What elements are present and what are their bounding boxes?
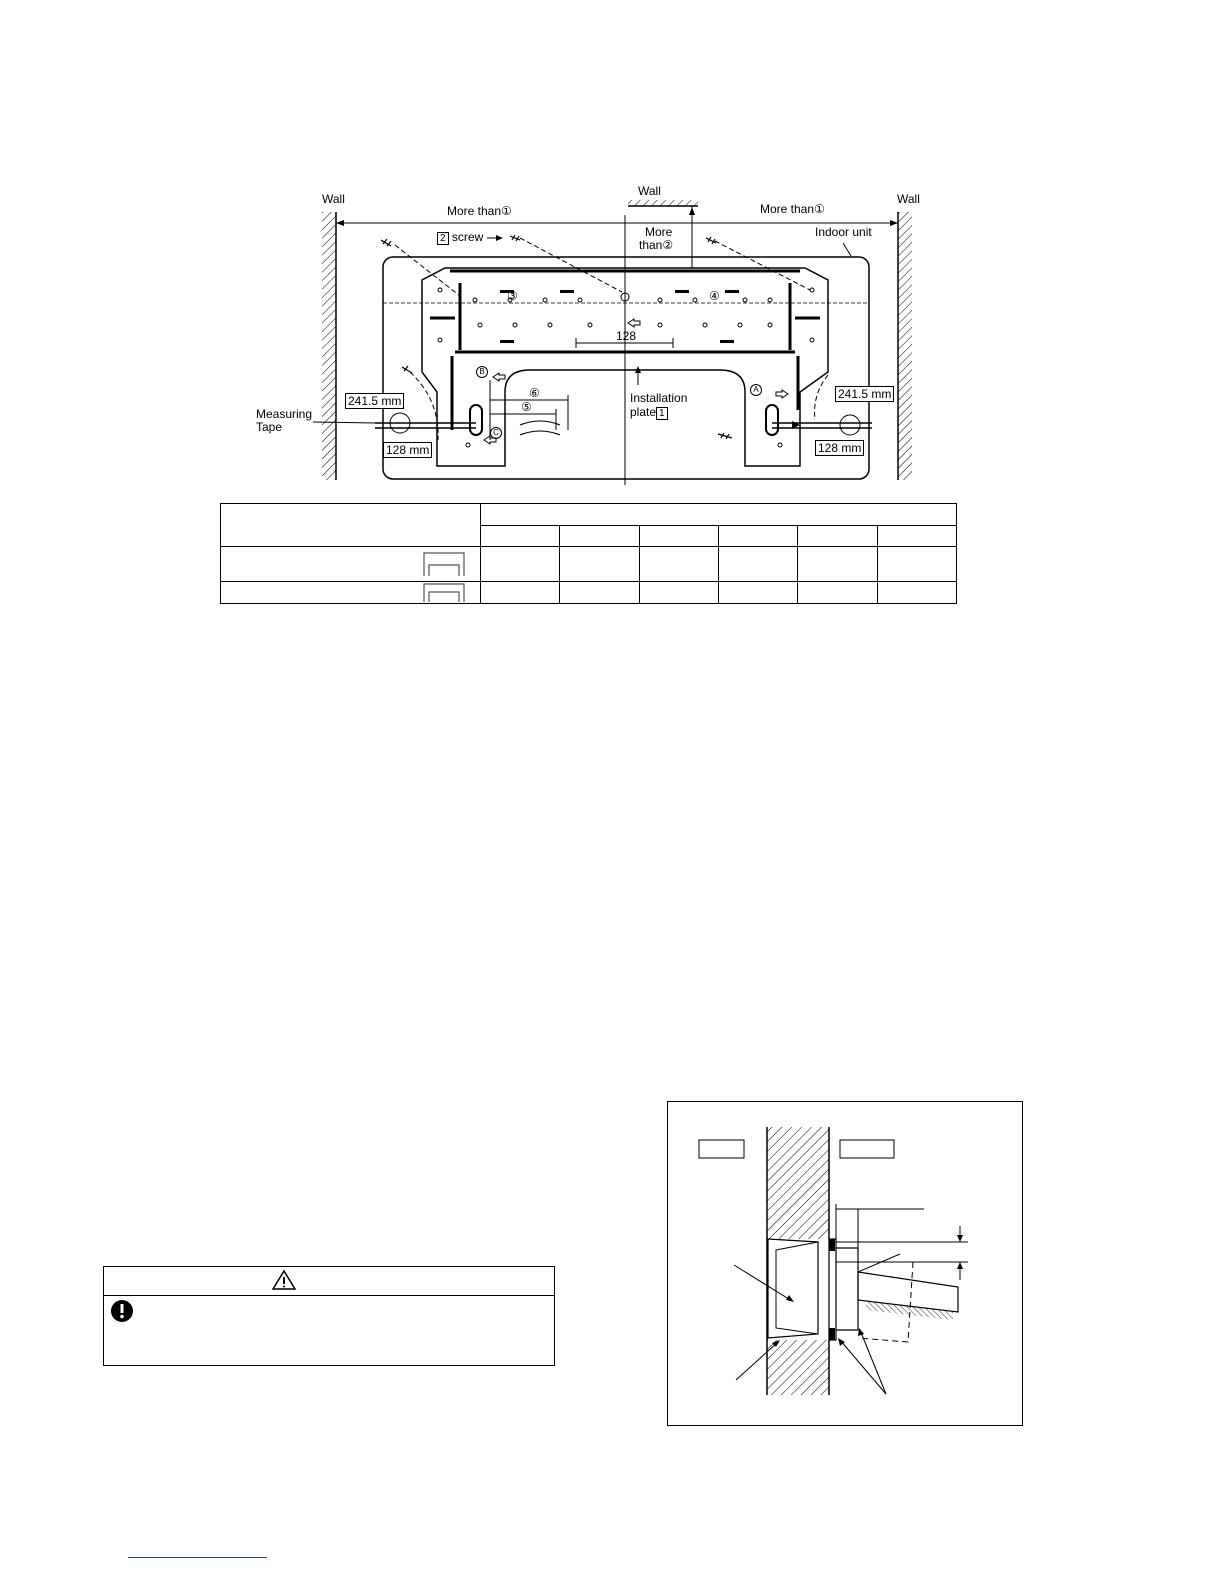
exclamation-circle-icon: [110, 1299, 134, 1323]
more-than-2-label-line1: More: [645, 225, 673, 239]
measuring-tape-label-line1: Measuring: [256, 407, 313, 421]
table-header-model-cell: [221, 504, 481, 547]
table-row: [221, 582, 957, 604]
wall-pipe-cross-section-drawing: [668, 1102, 1022, 1425]
dimensions-table: [220, 503, 957, 604]
right-241-label: 241.5 mm: [835, 386, 894, 402]
table-cell: [718, 547, 797, 582]
table-cell: [560, 547, 639, 582]
wall-left-label: Wall: [322, 192, 345, 206]
warning-triangle-icon: [271, 1269, 297, 1291]
wall-center-label: Wall: [638, 184, 661, 198]
table-cell: [639, 525, 718, 547]
wall-hole-figure: [667, 1101, 1023, 1426]
installation-plate-label-line1: Installation: [630, 391, 688, 405]
table-cell: [481, 525, 560, 547]
table-row: [221, 547, 957, 582]
table-cell: [798, 582, 877, 604]
unit-shape-icon: [423, 582, 465, 602]
more-than-1-right-label: More than①: [760, 202, 825, 216]
mark-b: B: [476, 366, 488, 378]
warning-header: [104, 1267, 554, 1296]
screw-label: [437, 231, 483, 245]
installation-plate-text: plate: [630, 405, 657, 419]
screw-text: screw: [451, 230, 484, 244]
table-row-label-cell: [221, 582, 481, 604]
table-cell: [877, 525, 956, 547]
table-cell: [877, 582, 956, 604]
installation-diagram-drawing: [0, 0, 1224, 500]
table-header-row: [221, 504, 957, 526]
footer-link-underline[interactable]: [128, 1557, 267, 1558]
table-cell: [560, 582, 639, 604]
table-cell: [560, 525, 639, 547]
measuring-tape-label-line2: Tape: [256, 420, 283, 434]
installation-plate-label-line2: [630, 406, 668, 420]
more-than-1-left-label: More than①: [447, 204, 512, 218]
circle-4-mark: ④: [709, 289, 720, 303]
table-cell: [798, 525, 877, 547]
left-128-label: 128 mm: [383, 442, 432, 458]
table-cell: [718, 525, 797, 547]
table-cell: [481, 547, 560, 582]
warning-box: [103, 1266, 555, 1366]
table-cell: [639, 582, 718, 604]
more-than-2-label-line2: than②: [639, 238, 674, 252]
wall-right-label: Wall: [897, 192, 920, 206]
table-cell: [481, 582, 560, 604]
mark-c: C: [490, 427, 502, 439]
installation-plate-number-box: 1: [656, 407, 668, 420]
installation-diagram: [0, 0, 1224, 500]
table-row-label-cell: [221, 547, 481, 582]
table-cell: [877, 547, 956, 582]
circle-3-mark: ③: [507, 289, 518, 303]
indoor-unit-label: Indoor unit: [815, 225, 872, 239]
mark-a: A: [750, 384, 762, 396]
table-cell: [798, 547, 877, 582]
circle-6-mark: ⑥: [529, 386, 540, 400]
left-241-label: 241.5 mm: [345, 393, 404, 409]
circle-5-mark: ⑤: [521, 400, 532, 414]
unit-shape-icon: [423, 551, 465, 577]
table-header-span-cell: [481, 504, 957, 526]
table-cell: [639, 547, 718, 582]
screw-number-box: 2: [437, 232, 449, 245]
dimension-128: 128: [616, 329, 637, 343]
right-128-label: 128 mm: [815, 440, 864, 456]
table-cell: [718, 582, 797, 604]
